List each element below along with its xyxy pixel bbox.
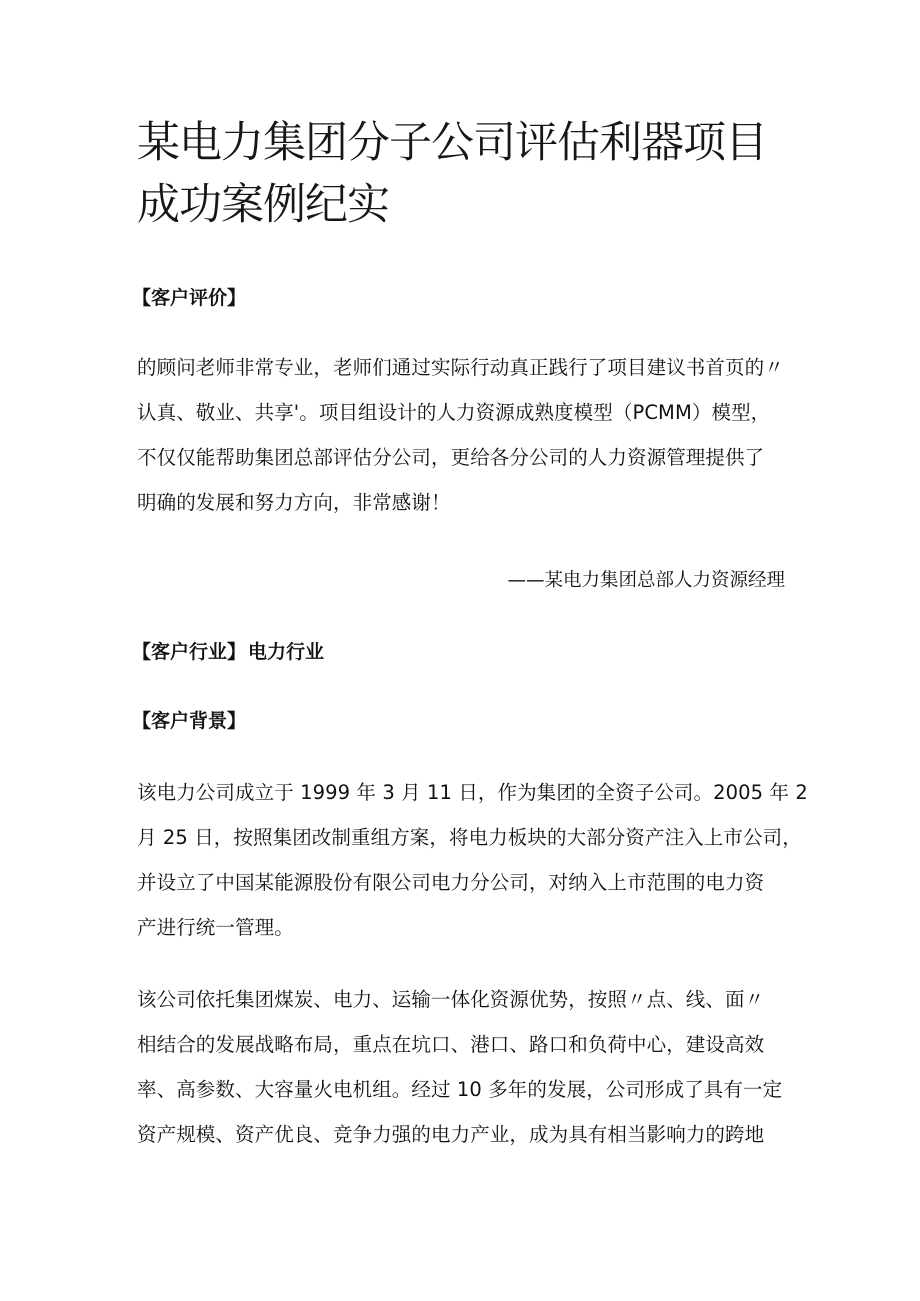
title-line-2: 成功案例纪实 (137, 180, 389, 230)
evaluation-line-3: 不仅仅能帮助集团总部评估分公司，更给各分公司的人力资源管理提供了 (137, 446, 765, 469)
evaluation-paragraph (137, 345, 789, 525)
title-line-1: 某电力集团分子公司评估利器项目 (137, 118, 767, 168)
background-p2-line-4: 资产规模、资产优良、竞争力强的电力产业，成为具有相当影响力的跨地 (137, 1123, 765, 1146)
evaluation-line-1: 的顾问老师非常专业，老师们通过实际行动真正践行了项目建议书首页的〃 (137, 356, 784, 379)
background-paragraph-1 (137, 770, 808, 950)
industry-heading-label: 【客户行业】 (132, 641, 247, 663)
background-p1-line-2: 月 25 日，按照集团改制重组方案，将电力板块的大部分资产注入上市公司， (137, 826, 802, 849)
industry-value: 电力行业 (248, 641, 325, 663)
background-p2-line-1: 该公司依托集团煤炭、电力、运输一体化资源优势，按照〃点、线、面〃 (137, 988, 765, 1011)
background-p1-line-4: 产进行统一管理。 (137, 916, 294, 939)
background-paragraph-2 (137, 977, 789, 1157)
evaluation-line-2: 认真、敬业、共享'。项目组设计的人力资源成熟度模型（PCMM）模型， (137, 401, 771, 424)
background-heading: 【客户背景】 (132, 710, 247, 732)
evaluation-signature: ——某电力集团总部人力资源经理 (507, 570, 785, 591)
background-p1-line-1: 该电力公司成立于 1999 年 3 月 11 日，作为集团的全资子公司。2005 年 2 (137, 781, 808, 804)
document-title (137, 112, 787, 236)
background-p2-line-3: 率、高参数、大容量火电机组。经过 10 多年的发展，公司形成了具有一定 (137, 1078, 783, 1101)
background-p2-line-2: 相结合的发展战略布局，重点在坑口、港口、路口和负荷中心，建设高效 (137, 1033, 765, 1056)
evaluation-heading: 【客户评价】 (132, 287, 247, 309)
background-p1-line-3: 并设立了中国某能源股份有限公司电力分公司，对纳入上市范围的电力资 (137, 871, 765, 894)
industry-heading (132, 638, 324, 666)
evaluation-line-4: 明确的发展和努力方向，非常感谢！ (137, 491, 451, 514)
